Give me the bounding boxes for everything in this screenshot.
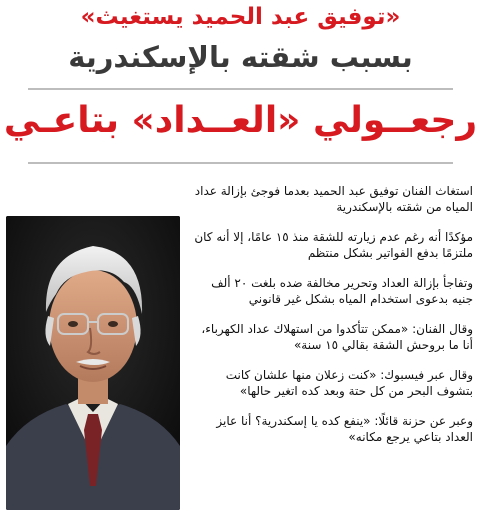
article-body (188, 183, 473, 507)
article-paragraph: وقال عبر فيسبوك: «كنت زعلان منها علشان كانت بتشوف البحر من كل حتة وبعد كده اتغير حالها» (225, 368, 473, 398)
headline-line-1: «توفيق عبد الحميد يستغيث» (80, 4, 401, 30)
article-paragraph: وعبر عن حزنة قائلًا: «ينفع كده يا إسكندرية؟ أنا عايز العداد بتاعي يرجع مكانه» (216, 414, 473, 444)
article-paragraph: وتفاجأ بإزالة العداد وتحرير مخالفة ضده بلغت ٢٠ ألف جنيه بدعوى استخدام المياه بشكل غير قانوني (211, 276, 473, 306)
headline-bottom-divider (28, 162, 453, 164)
article-paragraph: مؤكدًا أنه رغم عدم زيارته للشقة منذ ١٥ عامًا، إلا أنه كان ملتزمًا بدفع الفواتير بشكل منتظم (194, 230, 473, 260)
headline-divider (28, 88, 453, 90)
portrait-photo (6, 216, 180, 510)
article-paragraph: استغاث الفنان توفيق عبد الحميد بعدما فوجئ بإزالة عداد المياه من شقته بالإسكندرية (194, 184, 473, 214)
headline-line-3: رجعــولي «العــداد» بتاعـي (3, 100, 478, 141)
article-paragraph: وقال الفنان: «ممكن تتأكدوا من استهلاك عداد الكهرباء، أنا ما بروحش الشقة بقالي ١٥ سنة» (201, 322, 473, 352)
headline-line-2: بسبب شقته بالإسكندرية (68, 40, 413, 74)
